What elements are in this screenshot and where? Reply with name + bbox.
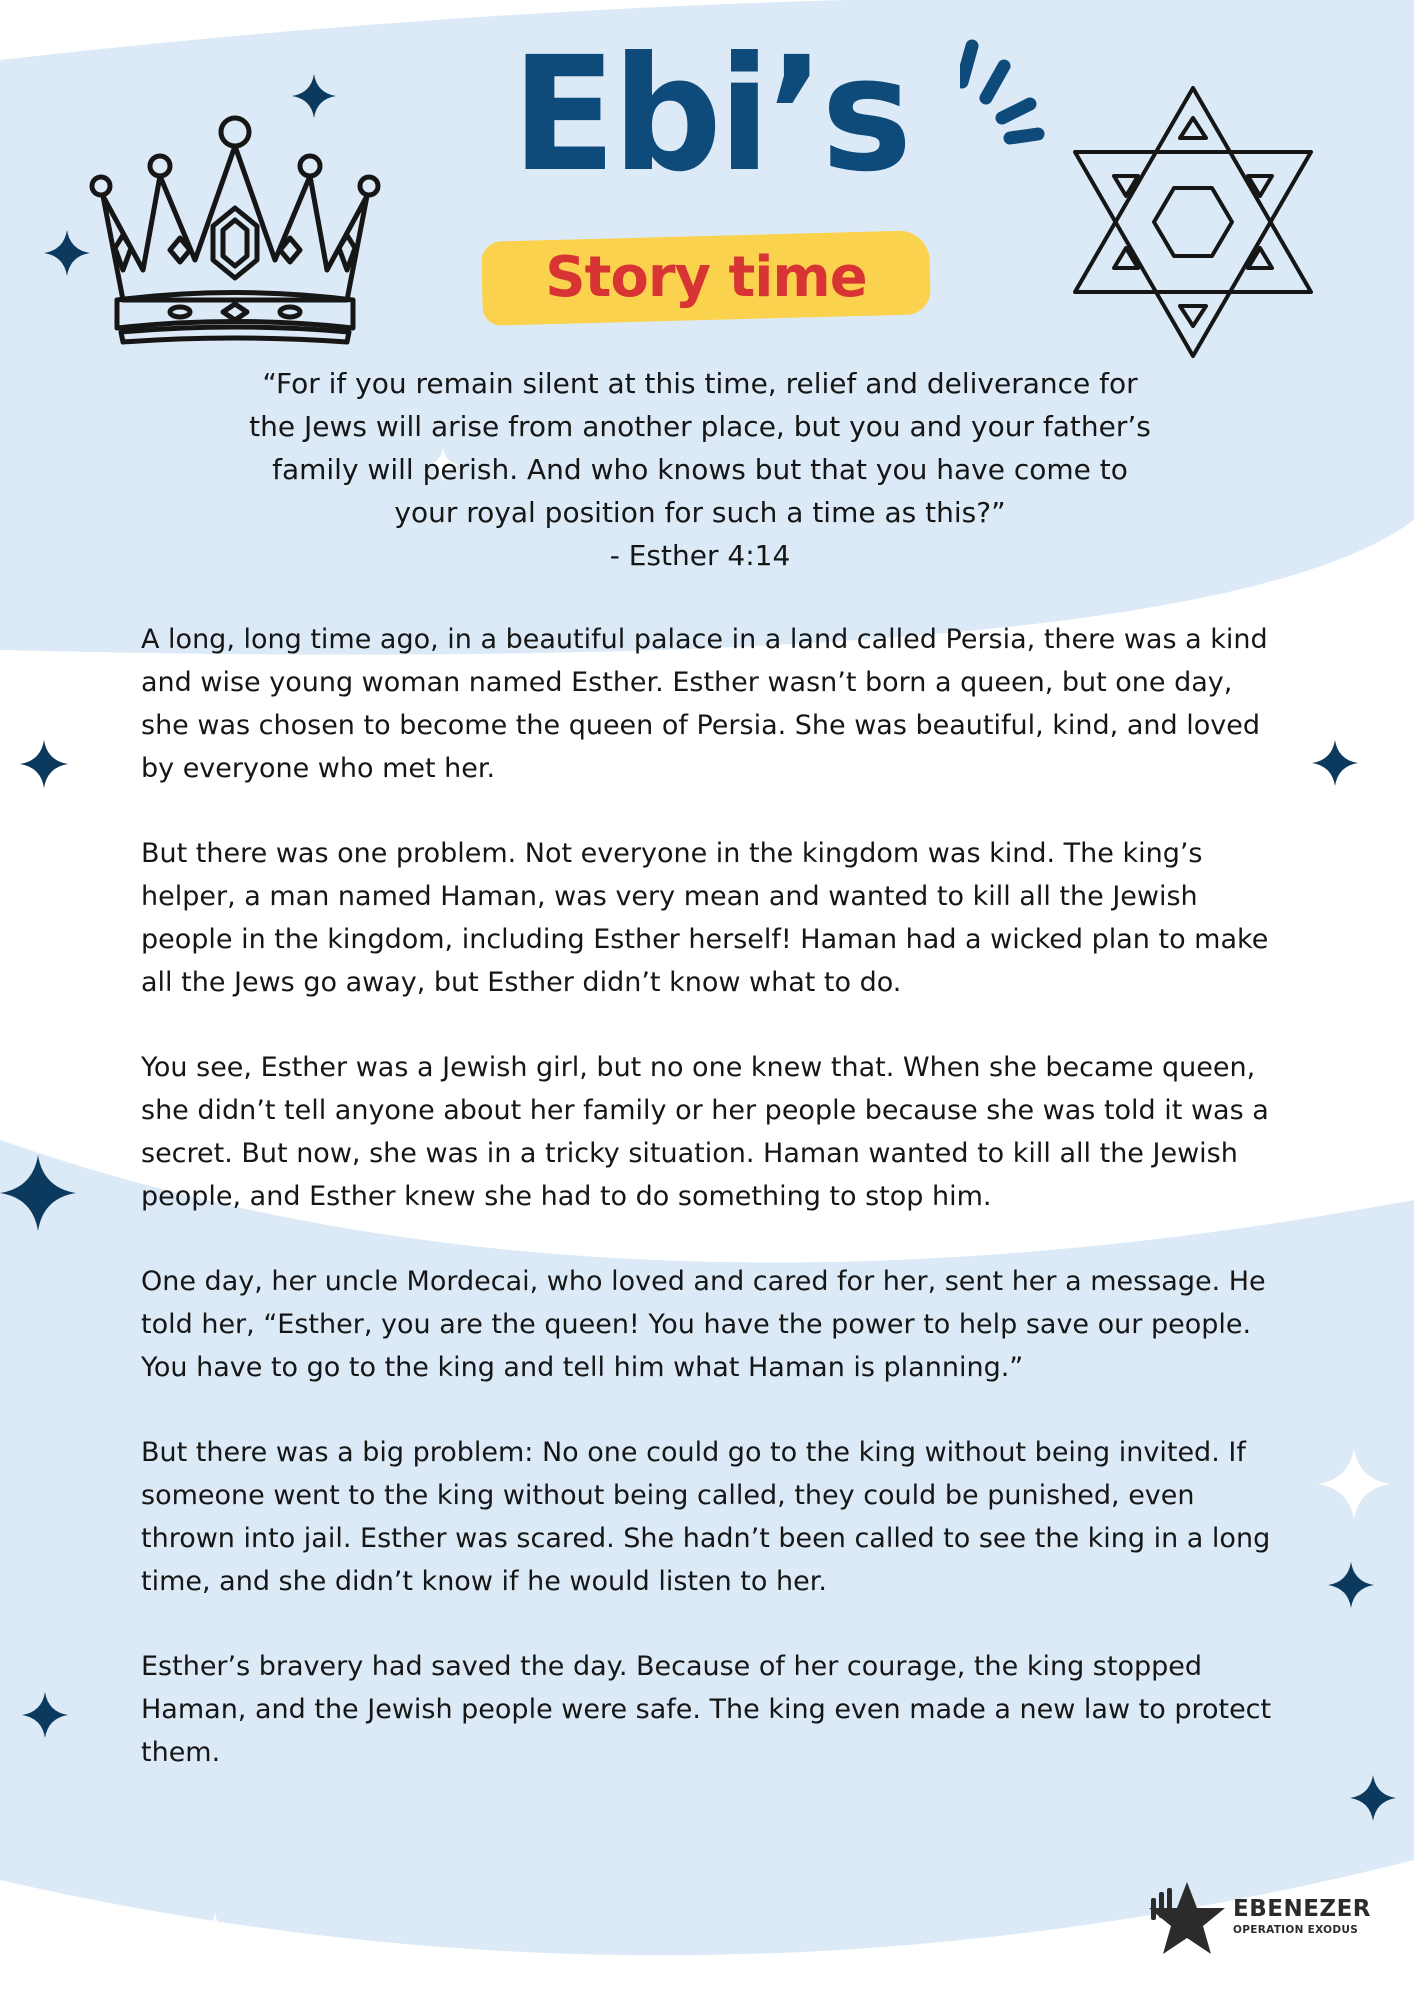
logo-tagline: OPERATION EXODUS	[1233, 1924, 1359, 1936]
story-paragraph: A long, long time ago, in a beautiful palace in a land called Persia, there was a kind and wise young woman named Esther. Esther wasn’t born a queen, but one day, she was chosen to become the queen of Persia. She was beautiful, kind, and loved by everyone who met her.	[141, 624, 1268, 784]
crown-icon	[85, 110, 385, 345]
story-paragraph: Esther’s bravery had saved the day. Because of her courage, the king stopped Haman, and the Jewish people were safe. The king even made a new law to protect them.	[141, 1651, 1272, 1768]
story-paragraph: But there was a big problem: No one could go to the king without being invited. If someone went to the king without being called, they could be punished, even thrown into jail. Esther was scared. She hadn’t been called to see the king in a long time, and she didn’t know if he would listen to her.	[141, 1437, 1271, 1597]
story-body	[141, 618, 1276, 1816]
sparkle-icon	[178, 1912, 252, 1986]
sparkle-icon	[20, 740, 68, 788]
sparkle-icon	[1312, 740, 1358, 786]
ebenezer-logo	[1145, 1878, 1385, 1968]
sparkle-icon	[22, 1692, 68, 1738]
quote-line: your royal position for such a time as this?”	[394, 496, 1006, 529]
sparkle-icon	[292, 74, 336, 118]
subtitle: Story time	[545, 245, 867, 310]
title-container	[470, 23, 950, 207]
story-paragraph: One day, her uncle Mordecai, who loved and cared for her, sent her a message. He told her, “Esther, you are the queen! You have the power to help save our people. You have to go to the king and tell him what Haman is planning.”	[141, 1266, 1266, 1383]
accent-strokes-icon	[960, 38, 1060, 148]
ebenezer-logo-icon	[1145, 1878, 1229, 1968]
story-paragraph: You see, Esther was a Jewish girl, but no one knew that. When she became queen, she didn’t tell anyone about her family or her people because she was told it was a secret. But now, she was in a tricky situation. Haman wanted to kill all the Jewish people, and Esther knew she had to do something to stop him.	[141, 1052, 1269, 1212]
logo-name: EBENEZER	[1233, 1896, 1372, 1922]
quote-line: the Jews will arise from another place, but you and your father’s	[249, 410, 1151, 443]
page-title: Ebi’s	[511, 23, 909, 207]
sparkle-icon	[1318, 1448, 1390, 1520]
story-paragraph: But there was one problem. Not everyone in the kingdom was kind. The king’s helper, a man named Haman, was very mean and wanted to kill all the Jewish people in the kingdom, including Esther herself! Haman had a wicked plan to make all the Jews go away, but Esther didn’t know what to do.	[141, 838, 1269, 998]
sparkle-icon	[44, 230, 90, 276]
sparkle-icon	[1350, 1775, 1396, 1821]
sparkle-icon	[1328, 1562, 1374, 1608]
quote-citation: - Esther 4:14	[609, 539, 791, 572]
sparkle-icon	[0, 1155, 76, 1231]
quote-line: family will perish. And who knows but that you have come to	[272, 453, 1128, 486]
quote-line: “For if you remain silent at this time, relief and deliverance for	[262, 367, 1138, 400]
star-of-david-icon	[1068, 82, 1318, 362]
scripture-quote	[200, 362, 1200, 577]
